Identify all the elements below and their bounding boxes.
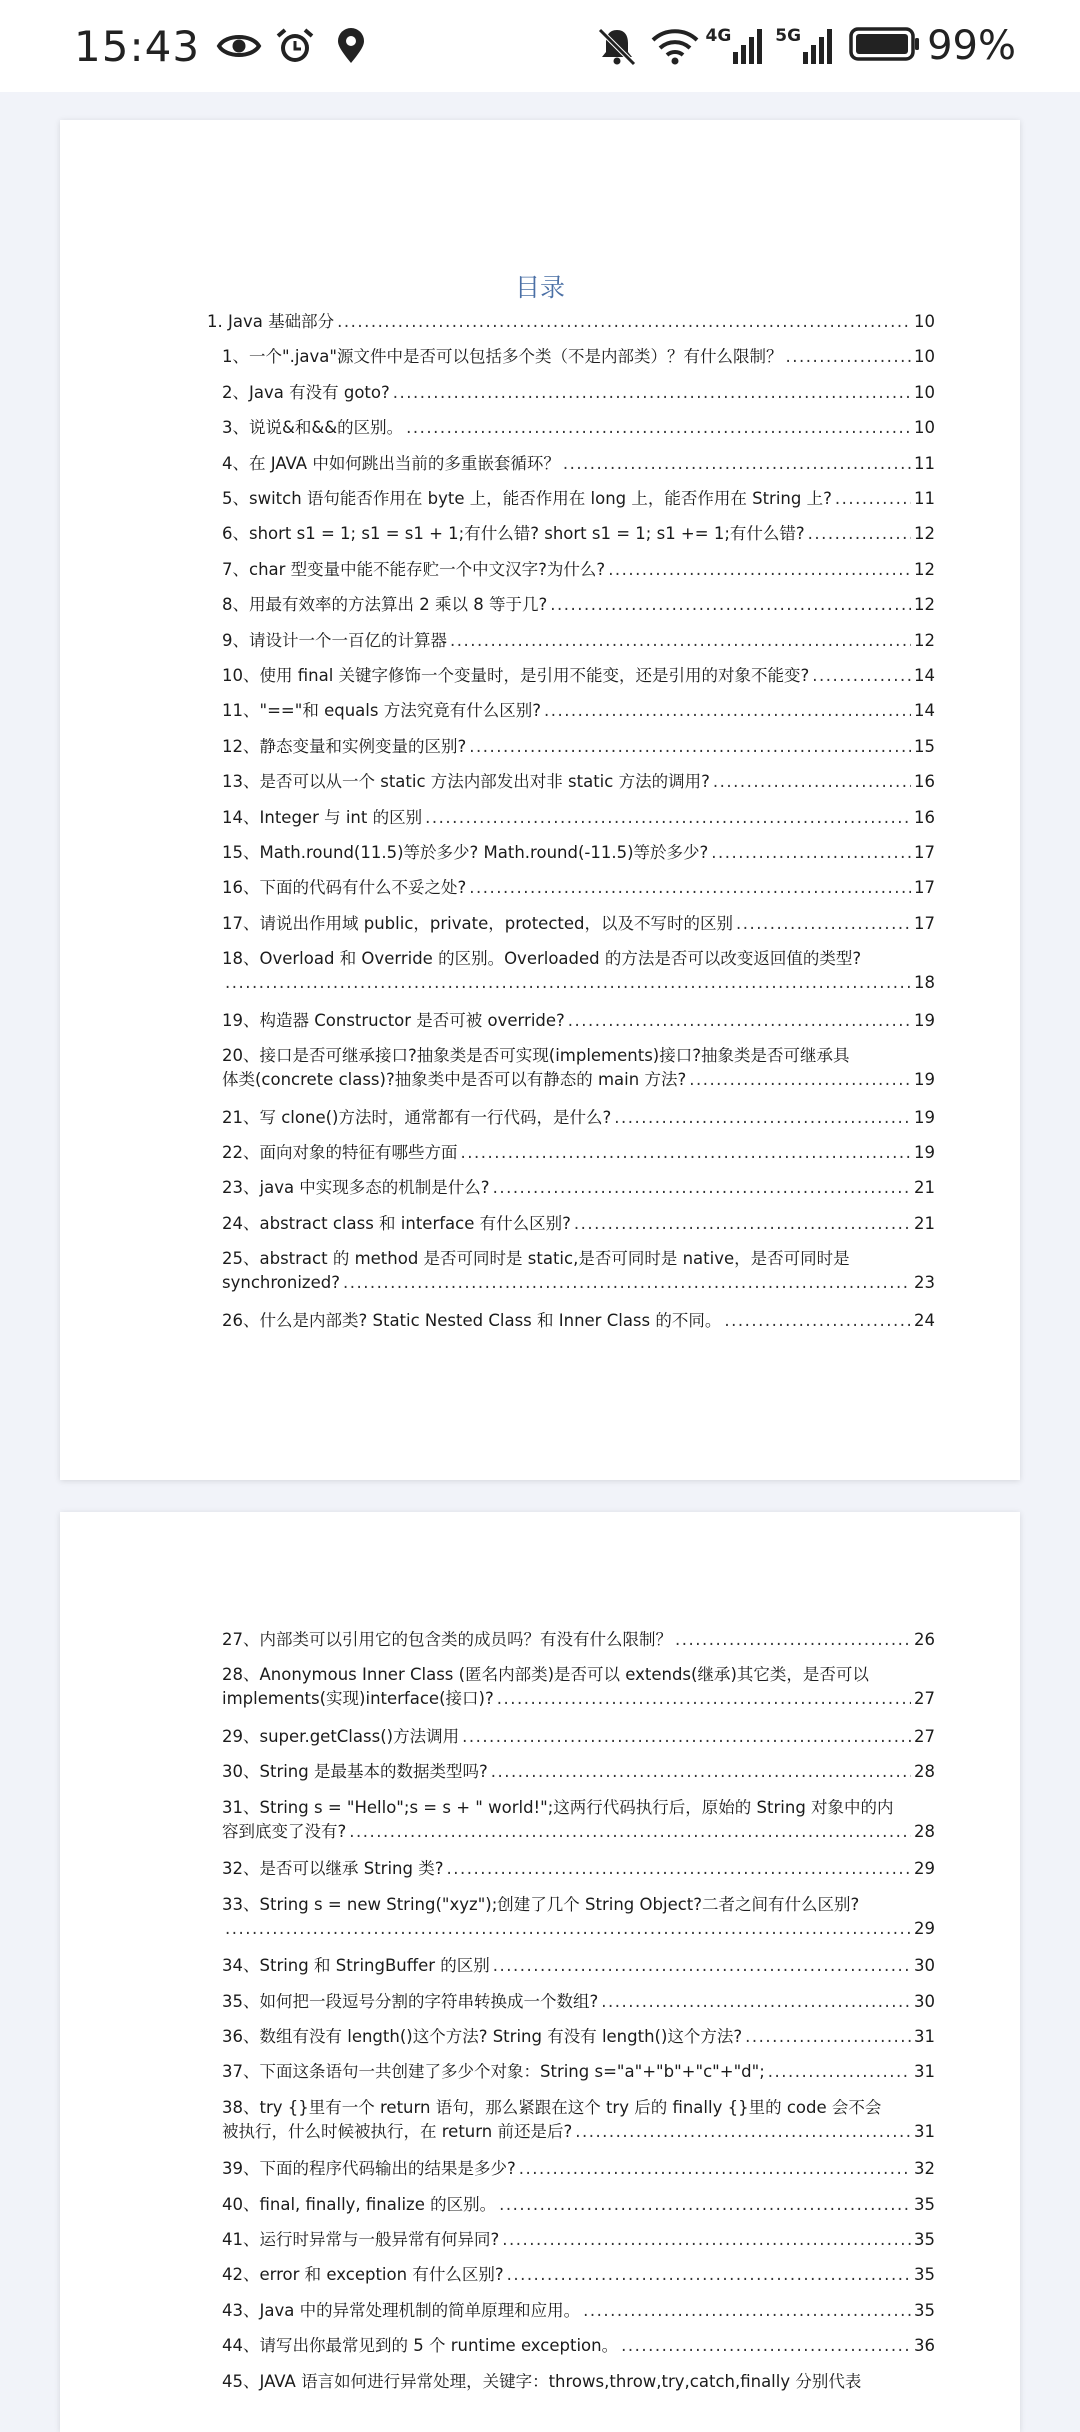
dot-leader <box>493 1176 911 1200</box>
toc-page-number: 11 <box>914 489 935 508</box>
dot-leader <box>337 310 911 334</box>
toc-entry[interactable] <box>222 1309 935 1333</box>
dot-leader <box>507 2263 911 2287</box>
dot-leader <box>689 1068 911 1092</box>
dot-leader <box>491 1760 911 1784</box>
toc-entry-title: 15、Math.round(11.5)等於多少? Math.round(-11.5)等於多少? <box>222 843 709 862</box>
toc-page-number: 10 <box>914 312 935 331</box>
toc-entry[interactable] <box>222 664 935 688</box>
toc-entry-title: 33、String s = new String("xyz");创建了几个 String Object?二者之间有什么区别? <box>222 1894 860 1914</box>
battery-icon <box>849 26 921 66</box>
toc-entry-title: 7、char 型变量中能不能存贮一个中文汉字?为什么? <box>222 559 606 579</box>
dot-leader <box>575 2120 911 2144</box>
toc-entry[interactable] <box>222 1725 935 1749</box>
toc-entry-title: 43、Java 中的异常处理机制的简单原理和应用。 <box>222 2300 581 2320</box>
toc-page-number: 29 <box>914 1859 935 1879</box>
toc-entry-title: 1、一个".java"源文件中是否可以包括多个类（不是内部类）？有什么限制？ <box>222 347 783 367</box>
battery-percent: 99% <box>927 23 1016 69</box>
dot-leader <box>835 487 911 511</box>
toc-entry[interactable] <box>222 1176 935 1200</box>
toc-entry[interactable] <box>222 522 935 546</box>
toc-entry[interactable] <box>222 876 935 900</box>
toc-page-number: 14 <box>914 701 935 721</box>
toc-entry-title: 14、Integer 与 int 的区别 <box>222 807 423 827</box>
signal-bars-icon <box>801 28 835 64</box>
toc-entry[interactable] <box>222 2193 935 2217</box>
dot-leader <box>608 558 911 582</box>
network-label-4g: 4G <box>705 26 732 46</box>
toc-entry-title: 34、String 和 StringBuffer 的区别 <box>222 1956 490 1976</box>
toc-entry[interactable] <box>222 1760 935 1784</box>
signal-bars-icon <box>731 28 765 64</box>
toc-page-number: 11 <box>914 453 935 473</box>
toc-entry[interactable] <box>222 735 935 759</box>
dot-leader <box>406 416 911 440</box>
toc-entry-title: 12、静态变量和实例变量的区别? <box>222 736 467 756</box>
dot-leader <box>447 1857 912 1881</box>
toc-entry-title: 18、Overload 和 Override 的区别。Overloaded 的方法是否可以改变返回值的类型? <box>222 949 862 969</box>
toc-entry-title: 37、下面这条语句一共创建了多少个对象：String s="a"+"b"+"c"+"d"; <box>222 2062 765 2082</box>
toc-entry-title: 19、构造器 Constructor 是否可被 override? <box>222 1010 565 1030</box>
toc-entry-title: 17、请说出作用域 public，private，protected，以及不写时的区别 <box>222 913 734 933</box>
toc-entry[interactable] <box>222 1628 935 1652</box>
dot-leader <box>462 1725 911 1749</box>
dot-leader <box>568 1009 911 1033</box>
signal-5g <box>775 28 835 64</box>
toc-entry[interactable] <box>222 416 935 440</box>
toc-entry[interactable] <box>222 1954 935 1978</box>
toc-page-number: 35 <box>914 2194 935 2214</box>
dot-leader <box>497 1687 911 1711</box>
dot-leader <box>499 2193 911 2217</box>
toc-entry[interactable] <box>222 806 935 830</box>
toc-page-number: 12 <box>914 630 935 650</box>
toc-entry-title: 23、java 中实现多态的机制是什么? <box>222 1178 490 1198</box>
mute-icon <box>594 26 640 66</box>
dot-leader <box>493 1954 911 1978</box>
toc-page-number: 35 <box>914 2300 935 2320</box>
toc-entry[interactable] <box>222 1663 935 1711</box>
toc-entry-title: 20、接口是否可继承接口?抽象类是否可实现(implements)接口?抽象类是否可继承具 <box>222 1046 850 1066</box>
toc-page-number: 30 <box>914 1991 935 2011</box>
toc-page-number: 10 <box>914 382 935 402</box>
toc-entry[interactable] <box>222 699 935 723</box>
toc-entry[interactable] <box>222 1990 935 2014</box>
dot-leader <box>461 1141 912 1165</box>
dot-leader <box>425 806 911 830</box>
dot-leader <box>502 2228 911 2252</box>
signal-4g <box>706 28 766 64</box>
dot-leader <box>574 1212 911 1236</box>
toc-entry[interactable] <box>222 1106 935 1130</box>
toc-page-number: 29 <box>914 1918 935 1938</box>
toc-page-number: 30 <box>914 1956 935 1976</box>
toc-entry-title: 24、abstract class 和 interface 有什么区别? <box>222 1213 571 1233</box>
dot-leader <box>736 912 911 936</box>
toc-entry[interactable] <box>222 947 935 995</box>
toc-entry-title: 16、下面的代码有什么不妥之处? <box>222 878 467 898</box>
dot-leader <box>450 629 911 653</box>
toc-entry-title: 10、使用 final 关键字修饰一个变量时，是引用不能变，还是引用的对象不能变? <box>222 666 810 685</box>
toc-entry[interactable] <box>222 629 935 653</box>
toc-page-number: 19 <box>914 1010 935 1030</box>
dot-leader <box>225 971 911 995</box>
location-icon <box>328 26 374 66</box>
toc-page-number: 31 <box>914 2062 935 2082</box>
toc-page-number: 31 <box>914 2121 935 2141</box>
toc-entry-title-cont: 容到底变了没有? <box>222 1821 347 1841</box>
toc-page-number: 18 <box>914 973 935 993</box>
toc-title: 目录 <box>514 273 565 302</box>
toc-entry-title: 38、try {}里有一个 return 语句，那么紧跟在这个 try 后的 finally {}里的 code 会不会 <box>222 2097 882 2117</box>
toc-entry-title: 40、final, finally, finalize 的区别。 <box>222 2194 497 2214</box>
toc-entry[interactable] <box>222 1044 935 1092</box>
toc-page-number: 24 <box>914 1310 935 1330</box>
toc-entry-title: 35、如何把一段逗号分割的字符串转换成一个数组? <box>222 1991 599 2011</box>
toc-entry-title: 27、内部类可以引用它的包含类的成员吗？有没有什么限制？ <box>222 1630 672 1649</box>
toc-page-number: 14 <box>914 666 935 685</box>
dot-leader <box>349 1820 911 1844</box>
toc-entry-title-cont: 被执行，什么时候被执行，在 return 前还是后? <box>222 2121 573 2141</box>
toc-entry-title: 29、super.getClass()方法调用 <box>222 1726 460 1746</box>
toc-page-number: 27 <box>914 1689 935 1709</box>
dot-leader <box>745 2025 911 2049</box>
toc-entry[interactable] <box>222 1141 935 1165</box>
toc-page-number: 35 <box>914 2230 935 2249</box>
wifi-icon <box>650 26 696 66</box>
toc-entry[interactable] <box>222 452 935 476</box>
toc-entry-title: 6、short s1 = 1; s1 = s1 + 1;有什么错? short s1 = 1; s1 += 1;有什么错? <box>222 524 805 544</box>
dot-leader <box>713 770 911 794</box>
toc-page-number: 15 <box>914 736 935 756</box>
toc-entry[interactable] <box>222 1212 935 1236</box>
toc-page-number: 28 <box>914 1762 935 1782</box>
document-page-1[interactable] <box>60 120 1020 1480</box>
dot-leader <box>711 841 911 865</box>
dot-leader <box>724 1309 911 1333</box>
dot-leader <box>601 1990 911 2014</box>
toc-entry[interactable] <box>207 310 935 334</box>
toc-entry[interactable] <box>222 2370 935 2394</box>
toc-entry[interactable] <box>222 2263 935 2287</box>
toc-entry[interactable] <box>222 2228 935 2252</box>
toc-entry[interactable] <box>222 1893 935 1941</box>
toc-entry[interactable] <box>222 1857 935 1881</box>
toc-entry-title: 8、用最有效率的方法算出 2 乘以 8 等于几? <box>222 595 548 615</box>
toc-entry[interactable] <box>222 2060 935 2084</box>
dot-leader <box>808 522 911 546</box>
toc-page-number: 12 <box>914 595 935 615</box>
toc-entry[interactable] <box>222 593 935 617</box>
toc-entry-title: 2、Java 有没有 goto? <box>222 382 390 402</box>
dot-leader <box>675 1628 911 1652</box>
dot-leader <box>469 876 911 900</box>
toc-entry-title: 28、Anonymous Inner Class (匿名内部类)是否可以 extends(继承)其它类，是否可以 <box>222 1665 869 1685</box>
dot-leader <box>343 1271 911 1295</box>
toc-entry-title: 42、error 和 exception 有什么区别? <box>222 2265 504 2285</box>
toc-entry-title-cont: implements(实现)interface(接口)? <box>222 1689 494 1709</box>
toc-entry-title: 39、下面的程序代码输出的结果是多少? <box>222 2159 516 2179</box>
dot-leader <box>550 593 911 617</box>
toc-entry-title: 30、String 是最基本的数据类型吗? <box>222 1762 488 1782</box>
toc-page-number: 21 <box>914 1178 935 1198</box>
toc-page-number: 19 <box>914 1070 935 1090</box>
toc-page-number: 10 <box>914 347 935 367</box>
toc-entry[interactable] <box>222 1009 935 1033</box>
toc-entry[interactable] <box>222 1247 935 1295</box>
toc-page-number: 12 <box>914 524 935 544</box>
toc-page-number: 36 <box>914 2336 935 2356</box>
toc-entry[interactable] <box>222 558 935 582</box>
toc-entry-title: 36、数组有没有 length()这个方法? String 有没有 length()这个方法? <box>222 2026 743 2046</box>
toc-entry-title: 3、说说&和&&的区别。 <box>222 418 404 438</box>
dot-leader <box>544 699 911 723</box>
toc-page-number: 31 <box>914 2026 935 2046</box>
toc-entry-title: 1. Java 基础部分 <box>207 312 335 331</box>
toc-entry[interactable] <box>222 2096 935 2144</box>
toc-entry[interactable] <box>222 2025 935 2049</box>
clock: 15:43 <box>74 21 201 71</box>
toc-entry[interactable] <box>222 487 935 511</box>
dot-leader <box>469 735 911 759</box>
status-bar <box>0 0 1080 92</box>
dot-leader <box>583 2299 911 2323</box>
toc-page-number: 19 <box>914 1107 935 1127</box>
toc-entry[interactable] <box>222 841 935 865</box>
dot-leader <box>393 381 911 405</box>
toc-entry[interactable] <box>222 2299 935 2323</box>
toc-entry-title: 13、是否可以从一个 static 方法内部发出对非 static 方法的调用? <box>222 772 710 792</box>
toc-entry-title: 11、"=="和 equals 方法究竟有什么区别? <box>222 701 541 721</box>
toc-entry[interactable] <box>222 381 935 405</box>
toc-page-number: 26 <box>914 1630 935 1649</box>
toc-page-number: 27 <box>914 1726 935 1746</box>
toc-entry-title: 9、请设计一个一百亿的计算器 <box>222 630 447 650</box>
toc-page-number: 12 <box>914 559 935 579</box>
alarm-icon <box>272 26 318 66</box>
dot-leader <box>225 1917 911 1941</box>
toc-page-number: 28 <box>914 1821 935 1841</box>
toc-entry-title: 41、运行时异常与一般异常有何异同? <box>222 2230 500 2249</box>
toc-entry[interactable] <box>222 1796 935 1844</box>
toc-page-number: 35 <box>914 2265 935 2285</box>
document-page-2[interactable] <box>60 1512 1020 2432</box>
toc-page-number: 19 <box>914 1143 935 1162</box>
toc-entry-title: 4、在 JAVA 中如何跳出当前的多重嵌套循环？ <box>222 453 560 473</box>
toc-page-number: 17 <box>914 843 935 862</box>
toc-entry-title: 45、JAVA 语言如何进行异常处理，关键字：throws,throw,try,catch,finally 分别代表 <box>222 2371 862 2391</box>
dot-leader <box>768 2060 911 2084</box>
toc-entry-title-cont: 体类(concrete class)?抽象类中是否可以有静态的 main 方法? <box>222 1070 687 1090</box>
toc-entry-title-cont: synchronized? <box>222 1273 340 1293</box>
toc-page-number: 32 <box>914 2159 935 2179</box>
toc-page-number: 16 <box>914 807 935 827</box>
toc-page-number: 23 <box>914 1273 935 1293</box>
toc-page-number: 17 <box>914 878 935 898</box>
toc-page-number: 10 <box>914 418 935 438</box>
toc-entry-title: 25、abstract 的 method 是否可同时是 static,是否可同时是 native，是否可同时是 <box>222 1249 850 1269</box>
dot-leader <box>519 2157 911 2181</box>
toc-page-number: 17 <box>914 913 935 933</box>
network-label-5g: 5G <box>775 26 802 46</box>
toc-entry-title: 32、是否可以继承 String 类? <box>222 1859 444 1879</box>
toc-entry-title: 26、什么是内部类? Static Nested Class 和 Inner Class 的不同。 <box>222 1310 722 1330</box>
dot-leader <box>812 664 911 688</box>
dot-leader <box>786 345 912 369</box>
toc-entry[interactable] <box>222 2157 935 2181</box>
toc-page-number: 16 <box>914 772 935 792</box>
dot-leader <box>621 2334 911 2358</box>
toc-entry-title: 5、switch 语句能否作用在 byte 上，能否作用在 long 上，能否作用在 String 上? <box>222 489 832 508</box>
toc-page-number: 21 <box>914 1213 935 1233</box>
toc-entry[interactable] <box>222 912 935 936</box>
toc-entry[interactable] <box>222 2334 935 2358</box>
toc-entry[interactable] <box>222 345 935 369</box>
eye-icon <box>216 26 262 66</box>
toc-entry-title: 44、请写出你最常见到的 5 个 runtime exception。 <box>222 2336 619 2356</box>
toc-entry-title: 21、写 clone()方法时，通常都有一行代码，是什么? <box>222 1107 612 1127</box>
toc-entry[interactable] <box>222 770 935 794</box>
toc-entry-title: 22、面向对象的特征有哪些方面 <box>222 1143 458 1162</box>
toc-entry-title: 31、String s = "Hello";s = s + " world!";这两行代码执行后，原始的 String 对象中的内 <box>222 1797 894 1817</box>
dot-leader <box>563 452 911 476</box>
dot-leader <box>614 1106 911 1130</box>
